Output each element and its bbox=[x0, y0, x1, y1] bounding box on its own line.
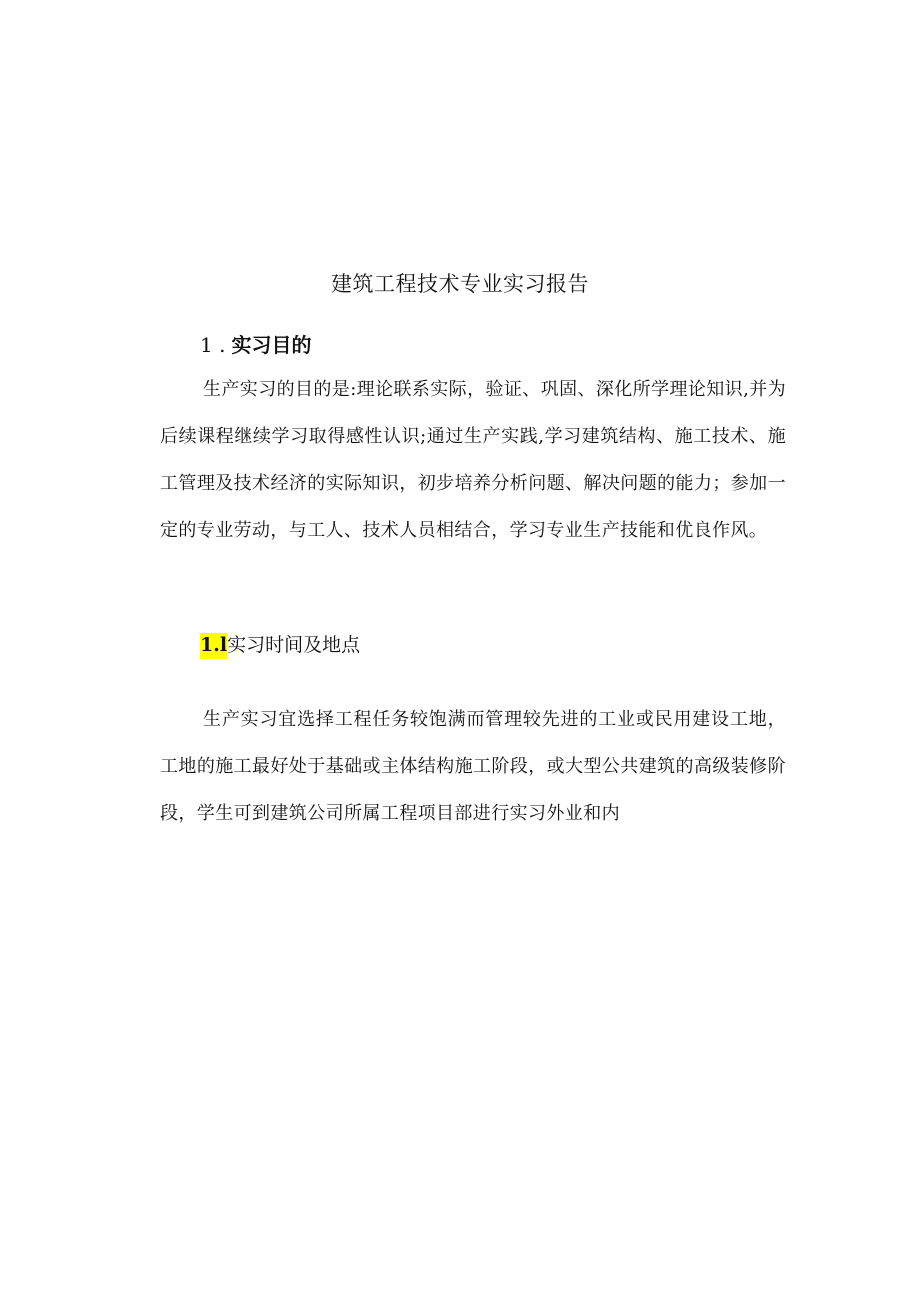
section-number: 1 . bbox=[200, 333, 226, 357]
section-heading-text: 实习目的 bbox=[231, 333, 312, 357]
section-paragraph-time-place: 生产实习宜选择工程任务较饱满而管理较先进的工业或民用建设工地，工地的施工最好处于基础或主体结构施工阶段，或大型公共建筑的高级装修阶段，学生可到建筑公司所属工程项目部进行实习外业和内 bbox=[160, 709, 786, 824]
section-heading-time-place bbox=[200, 630, 360, 660]
document-title: 建筑工程技术专业实习报告 bbox=[331, 272, 589, 296]
section-heading-purpose bbox=[200, 330, 311, 360]
highlighted-section-number: 1.l bbox=[200, 633, 227, 659]
section-heading-text: 实习时间及地点 bbox=[227, 634, 361, 656]
section-paragraph-purpose: 生产实习的目的是:理论联系实际，验证、巩固、深化所学理论知识,并为后续课程继续学习取得感性认识;通过生产实践,学习建筑结构、施工技术、施工管理及技术经济的实际知识，初步培养分析问题、解决问题的能力；参加一定的专业劳动，与工人、技术人员相结合，学习专业生产技能和优良作风。 bbox=[160, 379, 786, 541]
